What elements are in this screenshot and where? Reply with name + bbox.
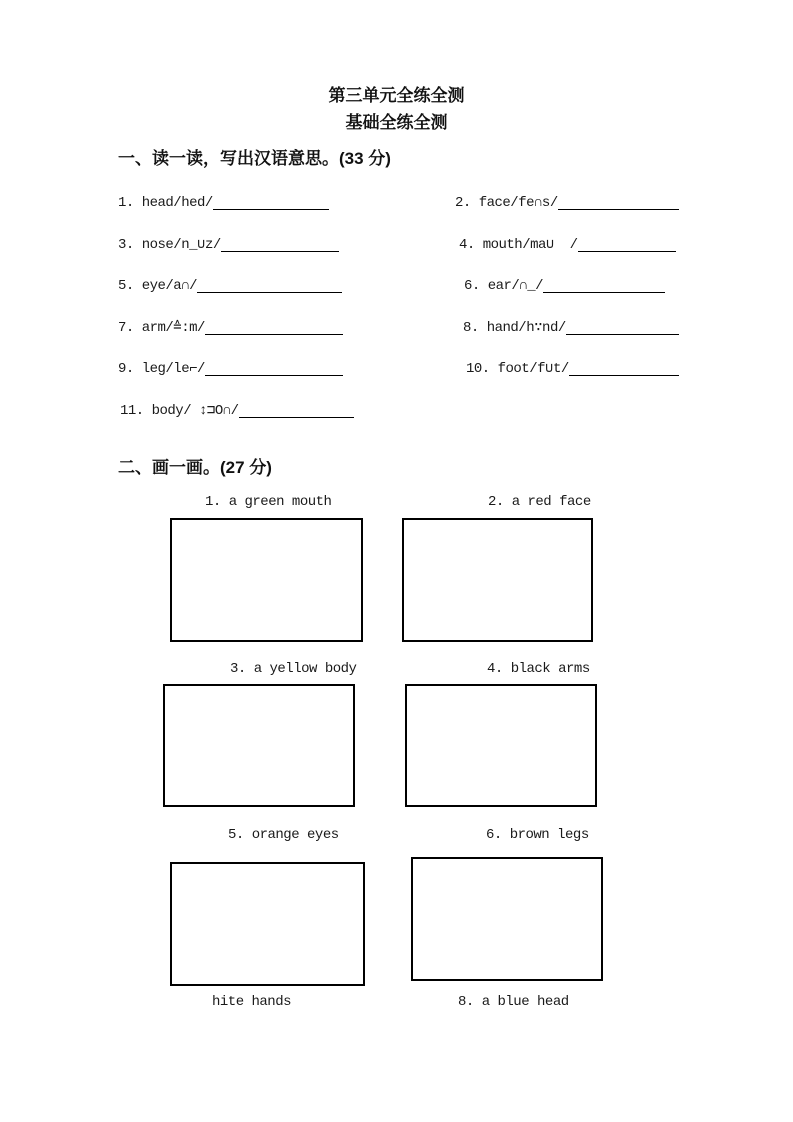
- answer-blank[interactable]: [569, 375, 679, 376]
- word-item-text: 8. hand/h∵nd/: [463, 320, 566, 336]
- word-item: [455, 193, 679, 212]
- drawing-item-label: 4. black arms: [487, 661, 590, 677]
- word-item-text: 2. face/fe∩s/: [455, 195, 558, 211]
- drawing-box[interactable]: [170, 518, 363, 642]
- answer-blank[interactable]: [566, 334, 679, 335]
- drawing-item-label: 5. orange eyes: [228, 827, 339, 843]
- answer-blank[interactable]: [197, 292, 342, 293]
- word-item: [118, 193, 329, 212]
- drawing-item-label: 8. a blue head: [458, 994, 569, 1010]
- answer-blank[interactable]: [205, 334, 343, 335]
- word-item: [463, 318, 679, 337]
- drawing-box[interactable]: [402, 518, 593, 642]
- drawing-box[interactable]: [163, 684, 355, 807]
- answer-blank[interactable]: [239, 417, 354, 418]
- word-item-text: 7. arm/≙:m/: [118, 320, 205, 336]
- drawing-item-label: 2. a red face: [488, 494, 591, 510]
- word-item: [118, 235, 339, 254]
- word-item: [466, 359, 679, 378]
- drawing-box[interactable]: [170, 862, 365, 986]
- word-item: [459, 235, 676, 254]
- drawing-item-label: 1. a green mouth: [205, 494, 332, 510]
- answer-blank[interactable]: [213, 209, 329, 210]
- word-item: [118, 359, 343, 378]
- word-item-text: 9. leg/le⌐/: [118, 361, 205, 377]
- word-item: [464, 276, 665, 295]
- word-item-text: 6. ear/∩_/: [464, 278, 544, 294]
- word-item: [118, 318, 343, 337]
- word-item-text: 11. body/ ↕⊐O∩/: [120, 403, 239, 419]
- drawing-item-label: 3. a yellow body: [230, 661, 357, 677]
- word-item-text: 1. head/hed/: [118, 195, 213, 211]
- word-item: [120, 401, 354, 420]
- answer-blank[interactable]: [543, 292, 665, 293]
- document-title: 第三单元全练全测: [328, 86, 465, 105]
- answer-blank[interactable]: [205, 375, 343, 376]
- word-item-text: 3. nose/n_∪z/: [118, 237, 221, 253]
- drawing-box[interactable]: [405, 684, 597, 807]
- answer-blank[interactable]: [578, 251, 676, 252]
- drawing-item-label: 6. brown legs: [486, 827, 589, 843]
- word-item: [118, 276, 342, 295]
- drawing-item-label: hite hands: [212, 994, 292, 1010]
- answer-blank[interactable]: [558, 209, 679, 210]
- word-item-text: 10. foot/f∪t/: [466, 361, 569, 377]
- section1-heading: 一、读一读，写出汉语意思。(33 分): [118, 149, 391, 168]
- document-subtitle: 基础全练全测: [345, 113, 448, 132]
- section2-heading: 二、画一画。(27 分): [118, 458, 272, 477]
- answer-blank[interactable]: [221, 251, 339, 252]
- word-item-text: 5. eye/a∩/: [118, 278, 198, 294]
- drawing-box[interactable]: [411, 857, 603, 981]
- word-item-text: 4. mouth/ma∪ /: [459, 237, 578, 253]
